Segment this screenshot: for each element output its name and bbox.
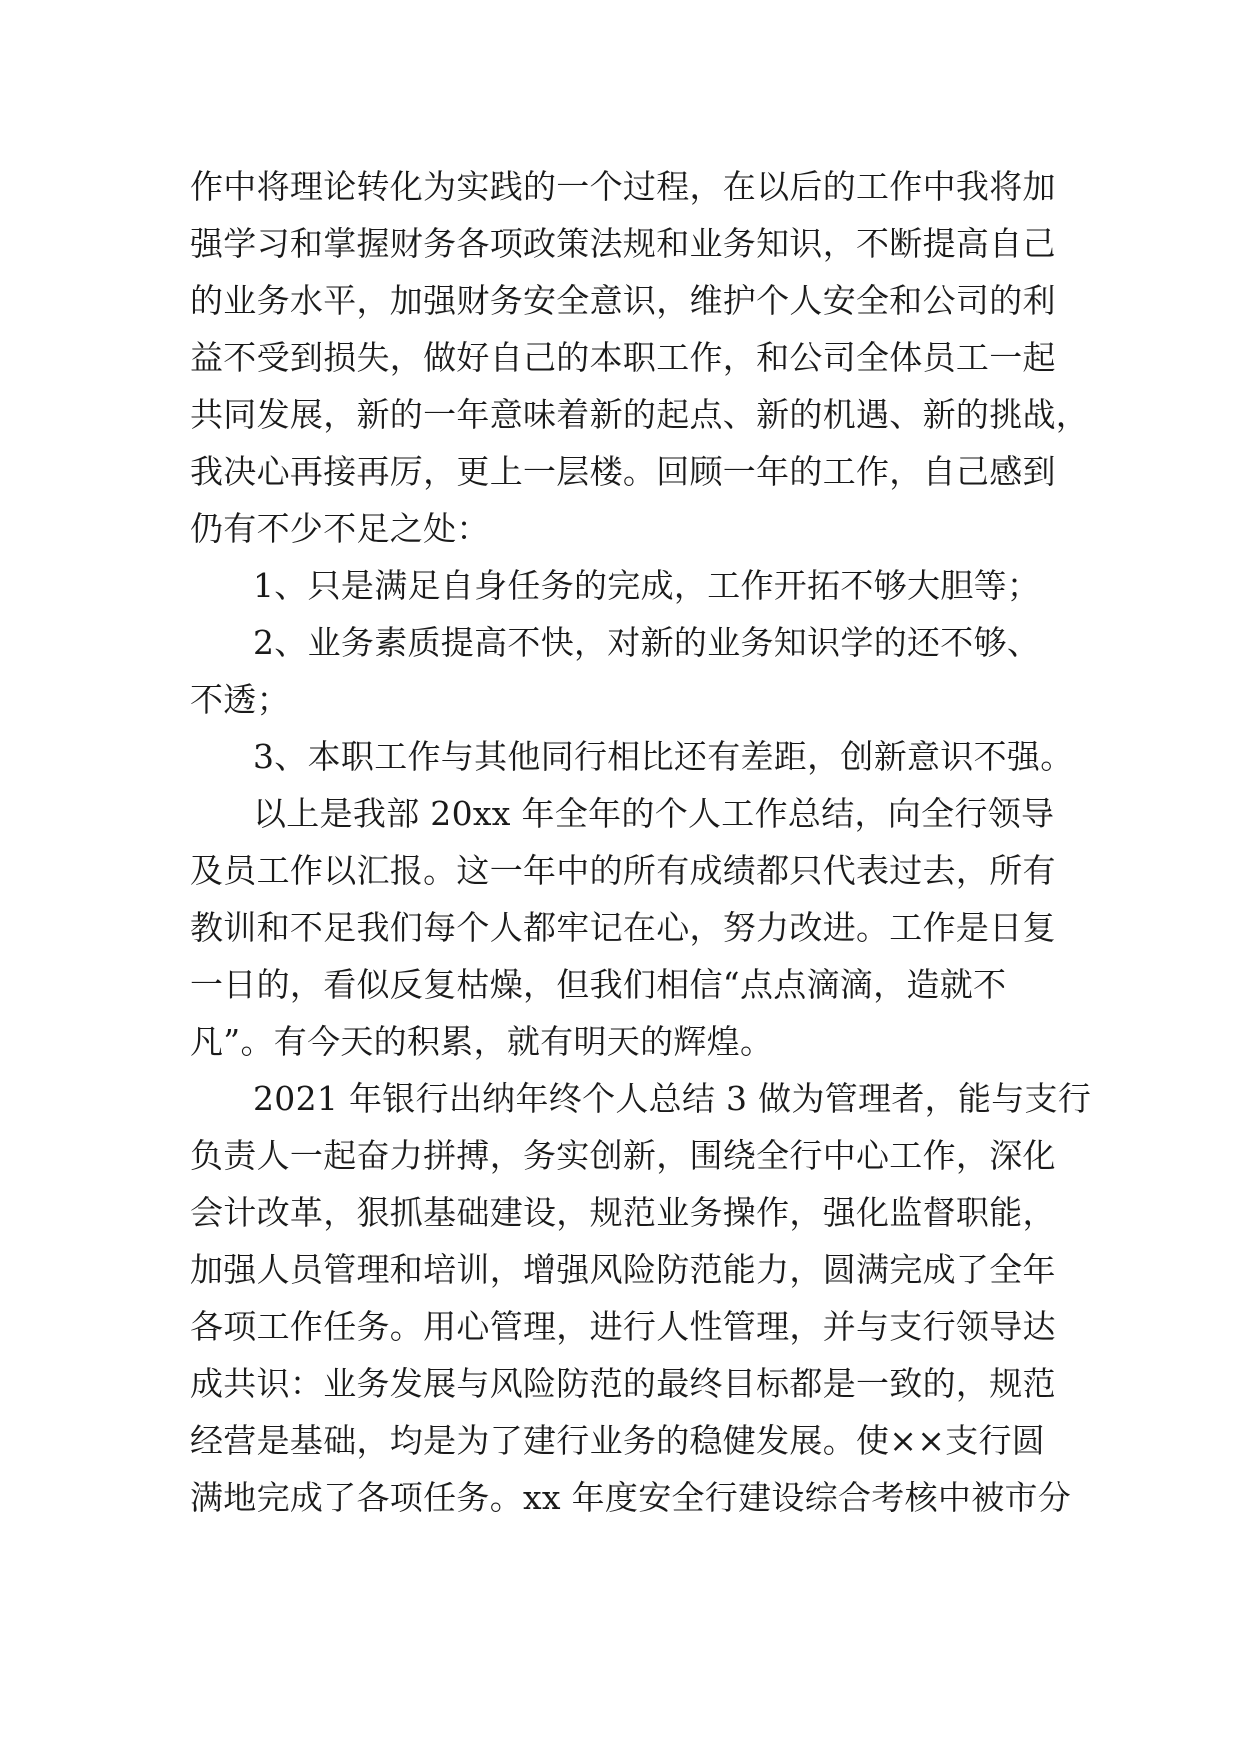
text-line: 一日的，看似反复枯燥，但我们相信“点点滴滴，造就不 — [190, 965, 1007, 1004]
text-line: 各项工作任务。用心管理，进行人性管理，并与支行领导达 — [190, 1307, 1056, 1346]
text-line: 作中将理论转化为实践的一个过程，在以后的工作中我将加 — [190, 167, 1056, 206]
text-line: 仍有不少不足之处： — [190, 509, 490, 548]
text-line: 满地完成了各项任务。xx 年度安全行建设综合考核中被市分 — [190, 1478, 1072, 1517]
text-line: 成共识：业务发展与风险防范的最终目标都是一致的，规范 — [190, 1364, 1056, 1403]
text-line: 的业务水平，加强财务安全意识，维护个人安全和公司的利 — [190, 281, 1056, 320]
list-item-1: 1、只是满足自身任务的完成，工作开拓不够大胆等； — [253, 566, 1041, 605]
list-item-3: 3、本职工作与其他同行相比还有差距，创新意识不强。 — [253, 737, 1074, 776]
text-line: 我决心再接再厉，更上一层楼。回顾一年的工作，自己感到 — [190, 452, 1056, 491]
document-body — [190, 158, 1092, 1526]
paragraph-start: 以上是我部 20xx 年全年的个人工作总结，向全行领导 — [253, 794, 1055, 833]
paragraph-start: 2021 年银行出纳年终个人总结 3 做为管理者，能与支行 — [253, 1079, 1092, 1118]
text-line: 不透； — [190, 680, 290, 719]
text-line: 负责人一起奋力拼搏，务实创新，围绕全行中心工作，深化 — [190, 1136, 1056, 1175]
text-line: 强学习和掌握财务各项政策法规和业务知识，不断提高自己 — [190, 224, 1056, 263]
text-line: 会计改革，狠抓基础建设，规范业务操作，强化监督职能， — [190, 1193, 1056, 1232]
text-line: 教训和不足我们每个人都牢记在心，努力改进。工作是日复 — [190, 908, 1056, 947]
text-line: 经营是基础，均是为了建行业务的稳健发展。使××支行圆 — [190, 1421, 1046, 1460]
text-line: 凡”。有今天的积累，就有明天的辉煌。 — [190, 1022, 774, 1061]
text-line: 益不受到损失，做好自己的本职工作，和公司全体员工一起 — [190, 338, 1056, 377]
text-line: 加强人员管理和培训，增强风险防范能力，圆满完成了全年 — [190, 1250, 1056, 1289]
text-line: 共同发展，新的一年意味着新的起点、新的机遇、新的挑战， — [190, 395, 1090, 434]
list-item-2: 2、业务素质提高不快，对新的业务知识学的还不够、 — [253, 623, 1041, 662]
text-line: 及员工作以汇报。这一年中的所有成绩都只代表过去，所有 — [190, 851, 1056, 890]
